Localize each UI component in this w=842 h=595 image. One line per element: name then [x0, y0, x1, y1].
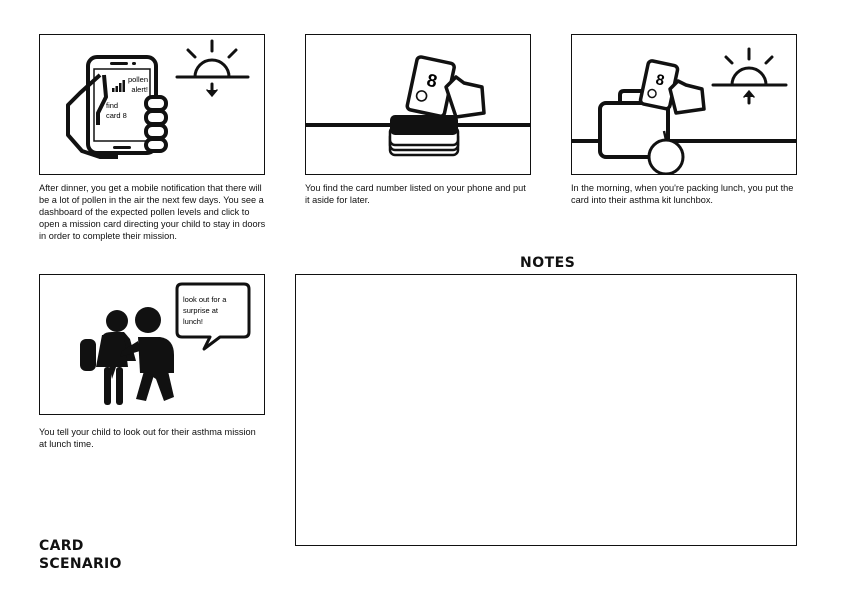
card-number: 8	[424, 69, 439, 92]
phone-text-alert: alert!	[131, 85, 148, 94]
sunrise-icon	[713, 49, 786, 103]
parent-child-illustration	[40, 275, 265, 415]
card-stack-illustration	[306, 35, 531, 175]
hand-icon	[446, 77, 484, 117]
card-number: 8	[654, 71, 666, 90]
panel-3-caption: In the morning, when you're packing lunch, you put the card into their asthma kit lunchbox.	[571, 183, 794, 205]
speech-line-2: surprise at	[183, 306, 219, 315]
parent-figure-icon	[120, 307, 174, 401]
footer-title	[39, 537, 122, 573]
panel-4-caption: You tell your child to look out for their asthma mission at lunch time.	[39, 427, 256, 449]
card-stack-icon	[390, 115, 458, 155]
child-figure-icon	[80, 310, 136, 405]
scenario-panel-1	[39, 34, 265, 175]
footer-line-2: SCENARIO	[39, 556, 122, 572]
hand-icon	[670, 81, 704, 113]
panel-2-caption: You find the card number listed on your phone and put it aside for later.	[305, 183, 526, 205]
phone-text-find: find	[106, 101, 119, 110]
scenario-panel-3	[571, 34, 797, 175]
sunset-icon	[177, 41, 248, 96]
phone-text-pollen: pollen	[127, 75, 148, 84]
notes-box	[295, 274, 797, 546]
phone-notification-illustration	[40, 35, 265, 175]
apple-icon	[649, 140, 683, 174]
lunchbox-illustration	[572, 35, 797, 175]
speech-line-1: look out for a	[183, 295, 227, 304]
notes-title: NOTES	[520, 255, 576, 271]
panel-1-caption: After dinner, you get a mobile notification that there will be a lot of pollen in the air the next few days. You see a dashboard of the expected pollen levels and click to open a mission card directing your child to stay in doors in order to complete their mission.	[39, 183, 266, 241]
scenario-panel-4	[39, 274, 265, 415]
scenario-panel-2	[305, 34, 531, 175]
speech-line-3: lunch!	[183, 317, 204, 326]
phone-text-card: card 8	[106, 111, 127, 120]
footer-line-1: CARD	[39, 538, 84, 554]
